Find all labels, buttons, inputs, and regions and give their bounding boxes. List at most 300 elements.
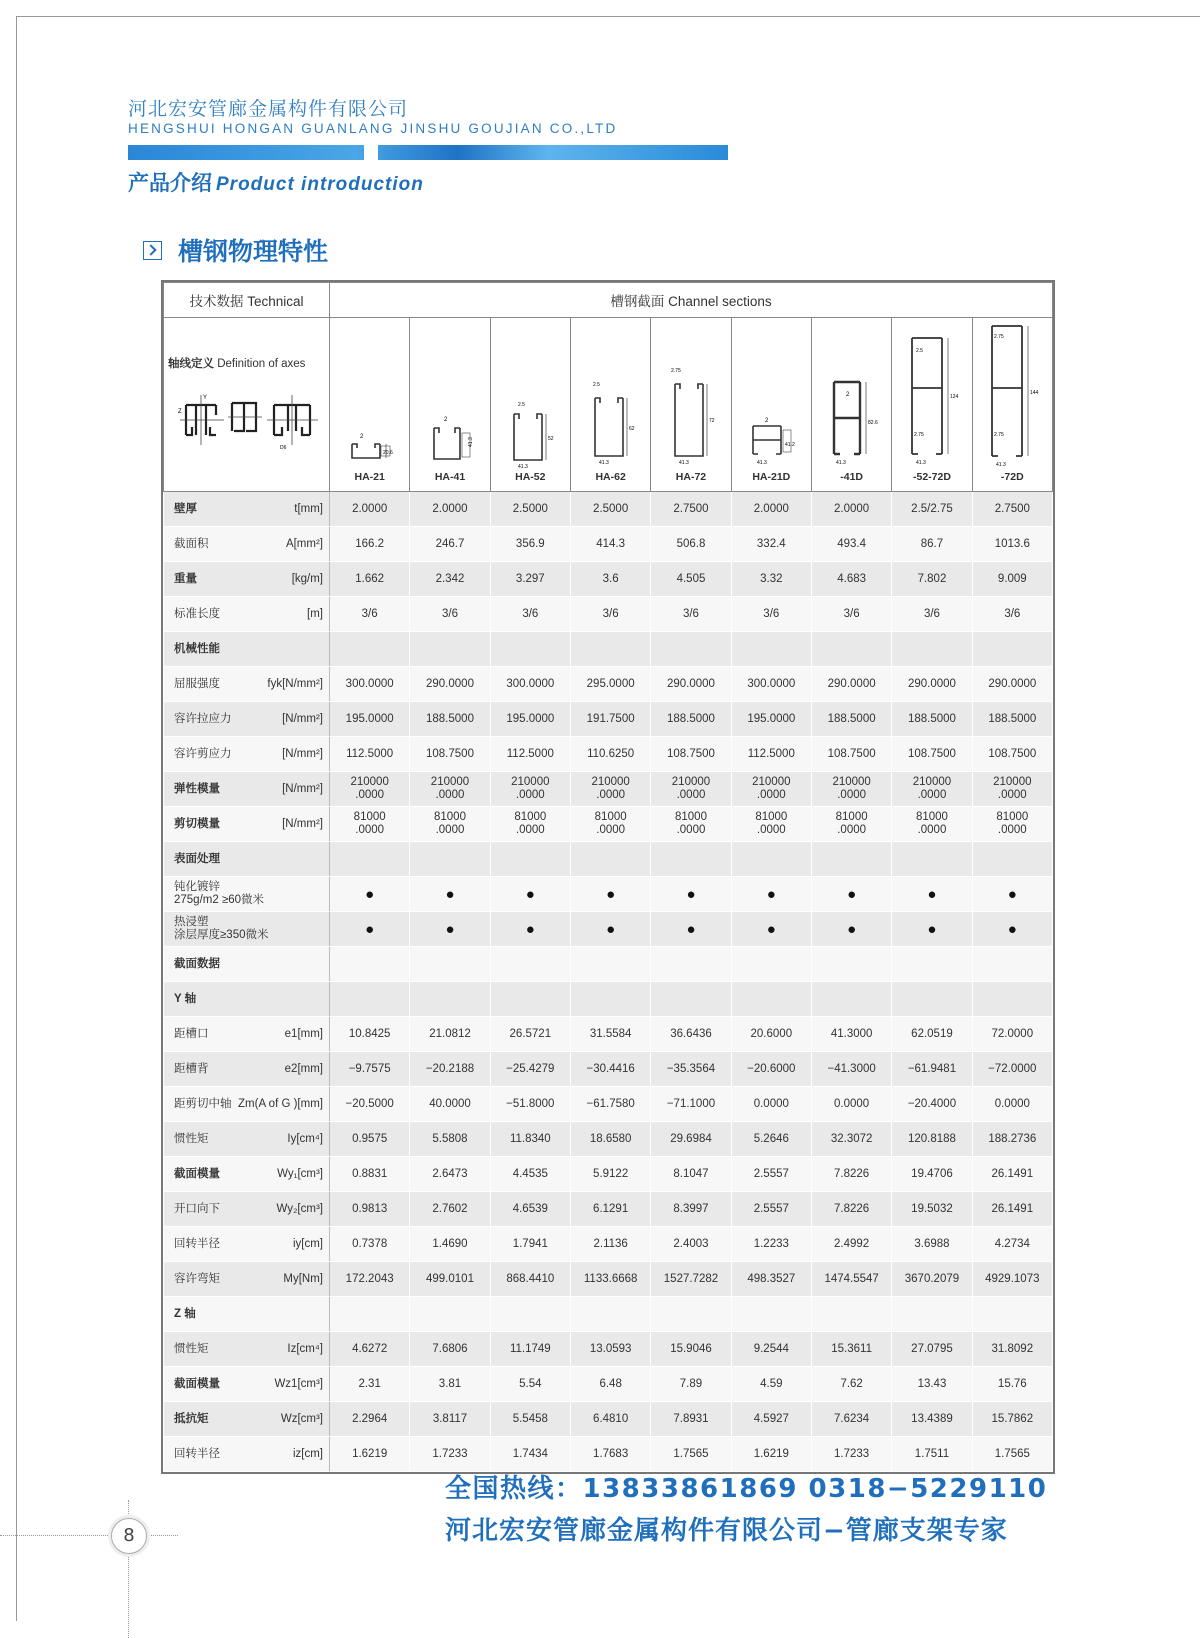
profile-ha-41-drawing [420, 393, 480, 468]
table-cell [651, 1297, 731, 1332]
table-cell [651, 982, 731, 1017]
table-cell: 3/6 [490, 597, 570, 632]
table-cell: 108.7500 [892, 737, 972, 772]
treatment-dot: ● [490, 912, 570, 947]
profile-ha-72-drawing [661, 358, 721, 468]
table-cell: 1.2233 [731, 1227, 811, 1262]
table-cell: 4.6272 [330, 1332, 410, 1367]
table-cell: 6.1291 [570, 1192, 650, 1227]
table-cell: 300.0000 [330, 667, 410, 702]
table-cell: 1.6219 [330, 1437, 410, 1472]
table-cell [330, 982, 410, 1017]
table-cell [892, 1297, 972, 1332]
table-cell: 195.0000 [490, 702, 570, 737]
table-cell [972, 947, 1052, 982]
row-label-cn: 截面积 [174, 537, 209, 550]
table-cell [570, 982, 650, 1017]
table-cell: 27.0795 [892, 1332, 972, 1367]
table-cell [651, 632, 731, 667]
table-cell: −20.6000 [731, 1052, 811, 1087]
table-cell: 26.5721 [490, 1017, 570, 1052]
table-row [164, 1297, 1053, 1332]
table-cell: 3/6 [330, 597, 410, 632]
table-cell [892, 632, 972, 667]
table-cell: 112.5000 [330, 737, 410, 772]
table-cell: 0.7378 [330, 1227, 410, 1262]
table-cell: 9.009 [972, 562, 1052, 597]
table-cell: 4.59 [731, 1367, 811, 1402]
table-cell: 1527.7282 [651, 1262, 731, 1297]
row-label-cn: 表面处理 [174, 852, 220, 865]
svg-text:2.5: 2.5 [518, 402, 526, 408]
table-cell: 1.662 [330, 562, 410, 597]
profile-ha-52-drawing [500, 378, 560, 468]
svg-text:41.3: 41.3 [915, 460, 926, 466]
table-cell: 210000 .0000 [811, 772, 891, 807]
table-cell: 2.0000 [330, 492, 410, 527]
table-cell: 7.802 [892, 562, 972, 597]
row-label-cn: 容许弯矩 [174, 1272, 220, 1285]
table-cell: 1.4690 [410, 1227, 490, 1262]
table-cell: 210000 .0000 [330, 772, 410, 807]
profile-label: HA-62 [595, 471, 626, 483]
row-label-cn: 距剪切中轴 [174, 1097, 232, 1110]
table-cell: 41.3000 [811, 1017, 891, 1052]
svg-text:144: 144 [1030, 390, 1039, 396]
profile-41d-drawing [822, 368, 882, 468]
row-label [164, 562, 330, 597]
row-label-cn: 标准长度 [174, 607, 220, 620]
table-cell: 1.7565 [651, 1437, 731, 1472]
row-label-cn: 截面数据 [174, 957, 220, 970]
table-cell: 2.342 [410, 562, 490, 597]
profile-ha-62 [570, 318, 650, 492]
table-cell [570, 947, 650, 982]
table-cell: 1.7233 [811, 1437, 891, 1472]
profile-label: -72D [1000, 471, 1024, 483]
treatment-dot: ● [330, 877, 410, 912]
profile-ha-72 [651, 318, 731, 492]
row-label [164, 667, 330, 702]
treatment-dot: ● [972, 912, 1052, 947]
table-cell: 191.7500 [570, 702, 650, 737]
table-row [164, 947, 1053, 982]
table-cell: 31.8092 [972, 1332, 1052, 1367]
row-unit: Iy[cm⁴] [287, 1133, 323, 1145]
svg-text:2.75: 2.75 [670, 368, 681, 374]
header-banner-bar [128, 145, 728, 160]
row-label [164, 632, 330, 667]
row-label-cn: 钝化镀锌 275g/m2 ≥60微米 [174, 881, 265, 906]
product-intro-cn: 产品介绍 [128, 171, 212, 195]
profile-ha-62-drawing [581, 368, 641, 468]
table-cell: 195.0000 [731, 702, 811, 737]
row-unit: [N/mm²] [282, 748, 323, 760]
table-cell: 246.7 [410, 527, 490, 562]
table-row [164, 1087, 1053, 1122]
row-label-cn: 剪切模量 [174, 817, 220, 830]
table-cell: 290.0000 [651, 667, 731, 702]
table-cell: 5.2646 [731, 1122, 811, 1157]
profile-drawings-row [164, 318, 1053, 492]
table-cell: 13.4389 [892, 1402, 972, 1437]
table-cell: −9.7575 [330, 1052, 410, 1087]
profile-ha-52 [490, 318, 570, 492]
table-cell: 81000 .0000 [490, 807, 570, 842]
table-cell: 120.8188 [892, 1122, 972, 1157]
table-cell [811, 842, 891, 877]
table-row [164, 1192, 1053, 1227]
table-cell: −72.0000 [972, 1052, 1052, 1087]
row-label [164, 1227, 330, 1262]
table-cell: 2.0000 [410, 492, 490, 527]
table-row [164, 702, 1053, 737]
table-cell: 15.3611 [811, 1332, 891, 1367]
table-row [164, 772, 1053, 807]
table-cell: 31.5584 [570, 1017, 650, 1052]
row-unit: t[mm] [294, 503, 323, 515]
table-cell: 2.31 [330, 1367, 410, 1402]
table-cell: 188.5000 [410, 702, 490, 737]
table-cell: 72.0000 [972, 1017, 1052, 1052]
svg-text:Y: Y [202, 395, 207, 401]
table-cell: 300.0000 [490, 667, 570, 702]
table-cell: 356.9 [490, 527, 570, 562]
table-cell: 4.505 [651, 562, 731, 597]
row-label [164, 982, 330, 1017]
table-cell: 81000 .0000 [410, 807, 490, 842]
table-cell: 210000 .0000 [972, 772, 1052, 807]
table-cell: 0.0000 [731, 1087, 811, 1122]
table-row [164, 1017, 1053, 1052]
profile-ha-21d [731, 318, 811, 492]
table-cell [490, 947, 570, 982]
row-label [164, 1087, 330, 1122]
table-cell: 26.1491 [972, 1157, 1052, 1192]
table-cell: −71.1000 [651, 1087, 731, 1122]
svg-text:41.3: 41.3 [518, 464, 529, 468]
table-cell: 1.6219 [731, 1437, 811, 1472]
table-cell: 3.32 [731, 562, 811, 597]
treatment-dot: ● [651, 877, 731, 912]
table-cell: 3/6 [410, 597, 490, 632]
svg-text:20.6: 20.6 [382, 450, 393, 456]
svg-text:D6: D6 [279, 445, 286, 451]
table-cell [892, 947, 972, 982]
profile-label: -41D [840, 471, 864, 483]
axes-label-en: Definition of axes [217, 358, 306, 370]
row-label-cn: 截面模量 [174, 1377, 220, 1390]
svg-text:41.3: 41.3 [598, 460, 609, 466]
table-cell: 8.1047 [651, 1157, 731, 1192]
table-row [164, 1122, 1053, 1157]
table-cell: 2.5557 [731, 1157, 811, 1192]
table-cell: 2.5557 [731, 1192, 811, 1227]
axes-label-cn: 轴线定义 [168, 358, 214, 370]
row-unit: iy[cm] [292, 1238, 323, 1250]
svg-text:2: 2 [443, 417, 448, 423]
table-cell: 1.7941 [490, 1227, 570, 1262]
row-unit: A[mm²] [285, 538, 323, 550]
table-cell [570, 1297, 650, 1332]
table-cell: 188.5000 [892, 702, 972, 737]
table-cell: −20.2188 [410, 1052, 490, 1087]
table-cell: 166.2 [330, 527, 410, 562]
table-cell: 11.8340 [490, 1122, 570, 1157]
table-cell: 3670.2079 [892, 1262, 972, 1297]
row-unit: fyk[N/mm²] [267, 678, 323, 690]
table-row [164, 1227, 1053, 1262]
table-cell [972, 982, 1052, 1017]
table-row [164, 562, 1053, 597]
table-cell [410, 632, 490, 667]
row-label [164, 1052, 330, 1087]
page-number: 8 [111, 1518, 147, 1554]
table-cell [972, 632, 1052, 667]
row-label [164, 1017, 330, 1052]
table-cell: 2.2964 [330, 1402, 410, 1437]
row-label [164, 702, 330, 737]
table-cell: 4.5927 [731, 1402, 811, 1437]
row-label-cn: 容许拉应力 [174, 712, 232, 725]
company-name-cn: 河北宏安管廊金属构件有限公司 [128, 98, 409, 120]
row-label [164, 597, 330, 632]
table-cell: 2.7500 [972, 492, 1052, 527]
table-cell: 2.5000 [570, 492, 650, 527]
table-cell: 290.0000 [972, 667, 1052, 702]
table-cell: −41.3000 [811, 1052, 891, 1087]
profile-label: -52-72D [912, 471, 951, 483]
table-cell [330, 632, 410, 667]
table-cell: 7.8226 [811, 1157, 891, 1192]
row-unit: My[Nm] [283, 1273, 323, 1285]
treatment-dot: ● [731, 877, 811, 912]
table-header-row [164, 283, 1053, 318]
table-cell: 2.0000 [731, 492, 811, 527]
table-cell [811, 632, 891, 667]
table-cell: 7.89 [651, 1367, 731, 1402]
treatment-dot: ● [651, 912, 731, 947]
section-title-text: 槽钢物理特性 [178, 237, 329, 266]
svg-text:52: 52 [548, 436, 554, 442]
table-cell: 1474.5547 [811, 1262, 891, 1297]
table-cell: 3.8117 [410, 1402, 490, 1437]
table-row [164, 632, 1053, 667]
row-label [164, 527, 330, 562]
row-unit: Wy₂[cm³] [276, 1203, 323, 1215]
row-label-cn: 回转半径 [174, 1447, 220, 1460]
company-name-en: HENGSHUI HONGAN GUANLANG JINSHU GOUJIAN CO.,LTD [128, 121, 618, 136]
table-cell: 0.8831 [330, 1157, 410, 1192]
table-cell: 36.6436 [651, 1017, 731, 1052]
table-cell: −20.5000 [330, 1087, 410, 1122]
svg-text:2.5: 2.5 [592, 382, 600, 388]
table-cell: 3.297 [490, 562, 570, 597]
profile-52-72d-drawing [902, 328, 962, 468]
table-row [164, 807, 1053, 842]
table-cell: 172.2043 [330, 1262, 410, 1297]
section-title [143, 232, 328, 268]
treatment-dot: ● [570, 912, 650, 947]
table-cell: 5.54 [490, 1367, 570, 1402]
table-cell: 1.7511 [892, 1437, 972, 1472]
axes-definition-cell [164, 318, 330, 492]
row-unit: Wy₁[cm³] [277, 1168, 323, 1180]
table-cell: 6.4810 [570, 1402, 650, 1437]
table-cell: 81000 .0000 [972, 807, 1052, 842]
row-label-cn: 距槽口 [174, 1027, 209, 1040]
table-cell: 3/6 [570, 597, 650, 632]
table-cell: 40.0000 [410, 1087, 490, 1122]
row-label-cn: 屈服强度 [174, 677, 220, 690]
table-cell [330, 947, 410, 982]
svg-text:41.3: 41.3 [835, 460, 846, 466]
treatment-dot: ● [811, 877, 891, 912]
profile-label: HA-41 [434, 471, 466, 483]
table-cell [731, 1297, 811, 1332]
row-unit: iz[cm] [292, 1448, 323, 1460]
row-unit: Zm(A of G )[mm] [238, 1098, 323, 1110]
treatment-dot: ● [972, 877, 1052, 912]
profile-72d [972, 318, 1052, 492]
row-label [164, 1297, 330, 1332]
table-row [164, 667, 1053, 702]
table-cell: 210000 .0000 [410, 772, 490, 807]
table-cell: 2.4003 [651, 1227, 731, 1262]
svg-text:2: 2 [359, 434, 363, 440]
table-cell: 210000 .0000 [731, 772, 811, 807]
treatment-dot: ● [330, 912, 410, 947]
table-cell [410, 982, 490, 1017]
row-label-cn: Y 轴 [174, 992, 197, 1005]
row-label [164, 912, 330, 947]
row-unit: e1[mm] [284, 1028, 323, 1040]
table-cell: 0.9813 [330, 1192, 410, 1227]
table-cell: 4.6539 [490, 1192, 570, 1227]
table-cell: 3/6 [731, 597, 811, 632]
table-cell [731, 982, 811, 1017]
table-row [164, 1157, 1053, 1192]
row-label [164, 877, 330, 912]
table-cell: 4.2734 [972, 1227, 1052, 1262]
table-cell: 20.6000 [731, 1017, 811, 1052]
table-cell: 108.7500 [972, 737, 1052, 772]
table-row [164, 1262, 1053, 1297]
table-cell: 81000 .0000 [811, 807, 891, 842]
svg-text:2.75: 2.75 [913, 432, 924, 438]
table-cell: 499.0101 [410, 1262, 490, 1297]
row-label-cn: 壁厚 [174, 502, 197, 515]
table-cell: 506.8 [651, 527, 731, 562]
row-label-cn: 容许剪应力 [174, 747, 232, 760]
table-cell: −25.4279 [490, 1052, 570, 1087]
table-cell: 5.5458 [490, 1402, 570, 1437]
table-cell [570, 632, 650, 667]
profile-ha-21 [330, 318, 410, 492]
treatment-dot: ● [892, 912, 972, 947]
table-cell: 295.0000 [570, 667, 650, 702]
row-label-cn: 抵抗矩 [174, 1412, 209, 1425]
table-cell: −30.4416 [570, 1052, 650, 1087]
row-label-cn: 机械性能 [174, 642, 220, 655]
svg-text:82.6: 82.6 [867, 420, 878, 426]
table-cell [651, 947, 731, 982]
svg-text:41.3: 41.3 [467, 437, 474, 447]
table-cell: 5.5808 [410, 1122, 490, 1157]
table-cell: 1133.6668 [570, 1262, 650, 1297]
svg-text:41.2: 41.2 [785, 442, 796, 448]
table-cell: 5.9122 [570, 1157, 650, 1192]
table-row [164, 982, 1053, 1017]
table-cell: 4.683 [811, 562, 891, 597]
row-unit: Wz1[cm³] [274, 1378, 323, 1390]
table-row [164, 842, 1053, 877]
table-row [164, 877, 1053, 912]
table-cell: −61.9481 [892, 1052, 972, 1087]
treatment-dot: ● [410, 912, 490, 947]
row-label [164, 772, 330, 807]
table-row [164, 1402, 1053, 1437]
row-label-cn: 距槽背 [174, 1062, 209, 1075]
row-label-cn: 弹性模量 [174, 782, 220, 795]
row-label [164, 807, 330, 842]
channel-properties-table [163, 282, 1053, 1472]
profile-41d [811, 318, 891, 492]
table-cell: −20.4000 [892, 1087, 972, 1122]
table-cell: 21.0812 [410, 1017, 490, 1052]
row-unit: e2[mm] [284, 1063, 323, 1075]
table-cell: 108.7500 [811, 737, 891, 772]
table-cell: 81000 .0000 [330, 807, 410, 842]
table-cell: 1013.6 [972, 527, 1052, 562]
table-cell: 62.0519 [892, 1017, 972, 1052]
table-row [164, 1437, 1053, 1472]
svg-text:2.75: 2.75 [994, 432, 1005, 438]
row-label [164, 737, 330, 772]
profile-label: HA-21 [354, 471, 385, 483]
table-cell: 7.8226 [811, 1192, 891, 1227]
row-label-cn: 截面模量 [174, 1167, 220, 1180]
table-cell [490, 842, 570, 877]
table-cell [410, 1297, 490, 1332]
table-cell: 210000 .0000 [892, 772, 972, 807]
row-unit: [kg/m] [291, 573, 323, 585]
table-cell [731, 842, 811, 877]
slogan-text: 河北宏安管廊金属构件有限公司−管廊支架专家 [445, 1516, 1008, 1546]
row-unit: [N/mm²] [282, 713, 323, 725]
table-cell: 210000 .0000 [490, 772, 570, 807]
table-cell: 3/6 [892, 597, 972, 632]
table-cell: 7.62 [811, 1367, 891, 1402]
table-cell [651, 842, 731, 877]
table-cell: 2.5000 [490, 492, 570, 527]
table-cell: 81000 .0000 [651, 807, 731, 842]
row-label-cn: 开口向下 [174, 1202, 220, 1215]
table-cell: 868.4410 [490, 1262, 570, 1297]
profile-label: HA-21D [752, 471, 791, 483]
table-cell: −61.7580 [570, 1087, 650, 1122]
table-cell: 1.7565 [972, 1437, 1052, 1472]
table-cell [731, 632, 811, 667]
row-unit: [N/mm²] [282, 783, 323, 795]
treatment-dot: ● [410, 877, 490, 912]
table-cell [330, 842, 410, 877]
svg-text:41.3: 41.3 [757, 460, 768, 466]
row-label [164, 492, 330, 527]
table-cell: 188.5000 [811, 702, 891, 737]
table-cell: 188.2736 [972, 1122, 1052, 1157]
table-cell: 290.0000 [892, 667, 972, 702]
